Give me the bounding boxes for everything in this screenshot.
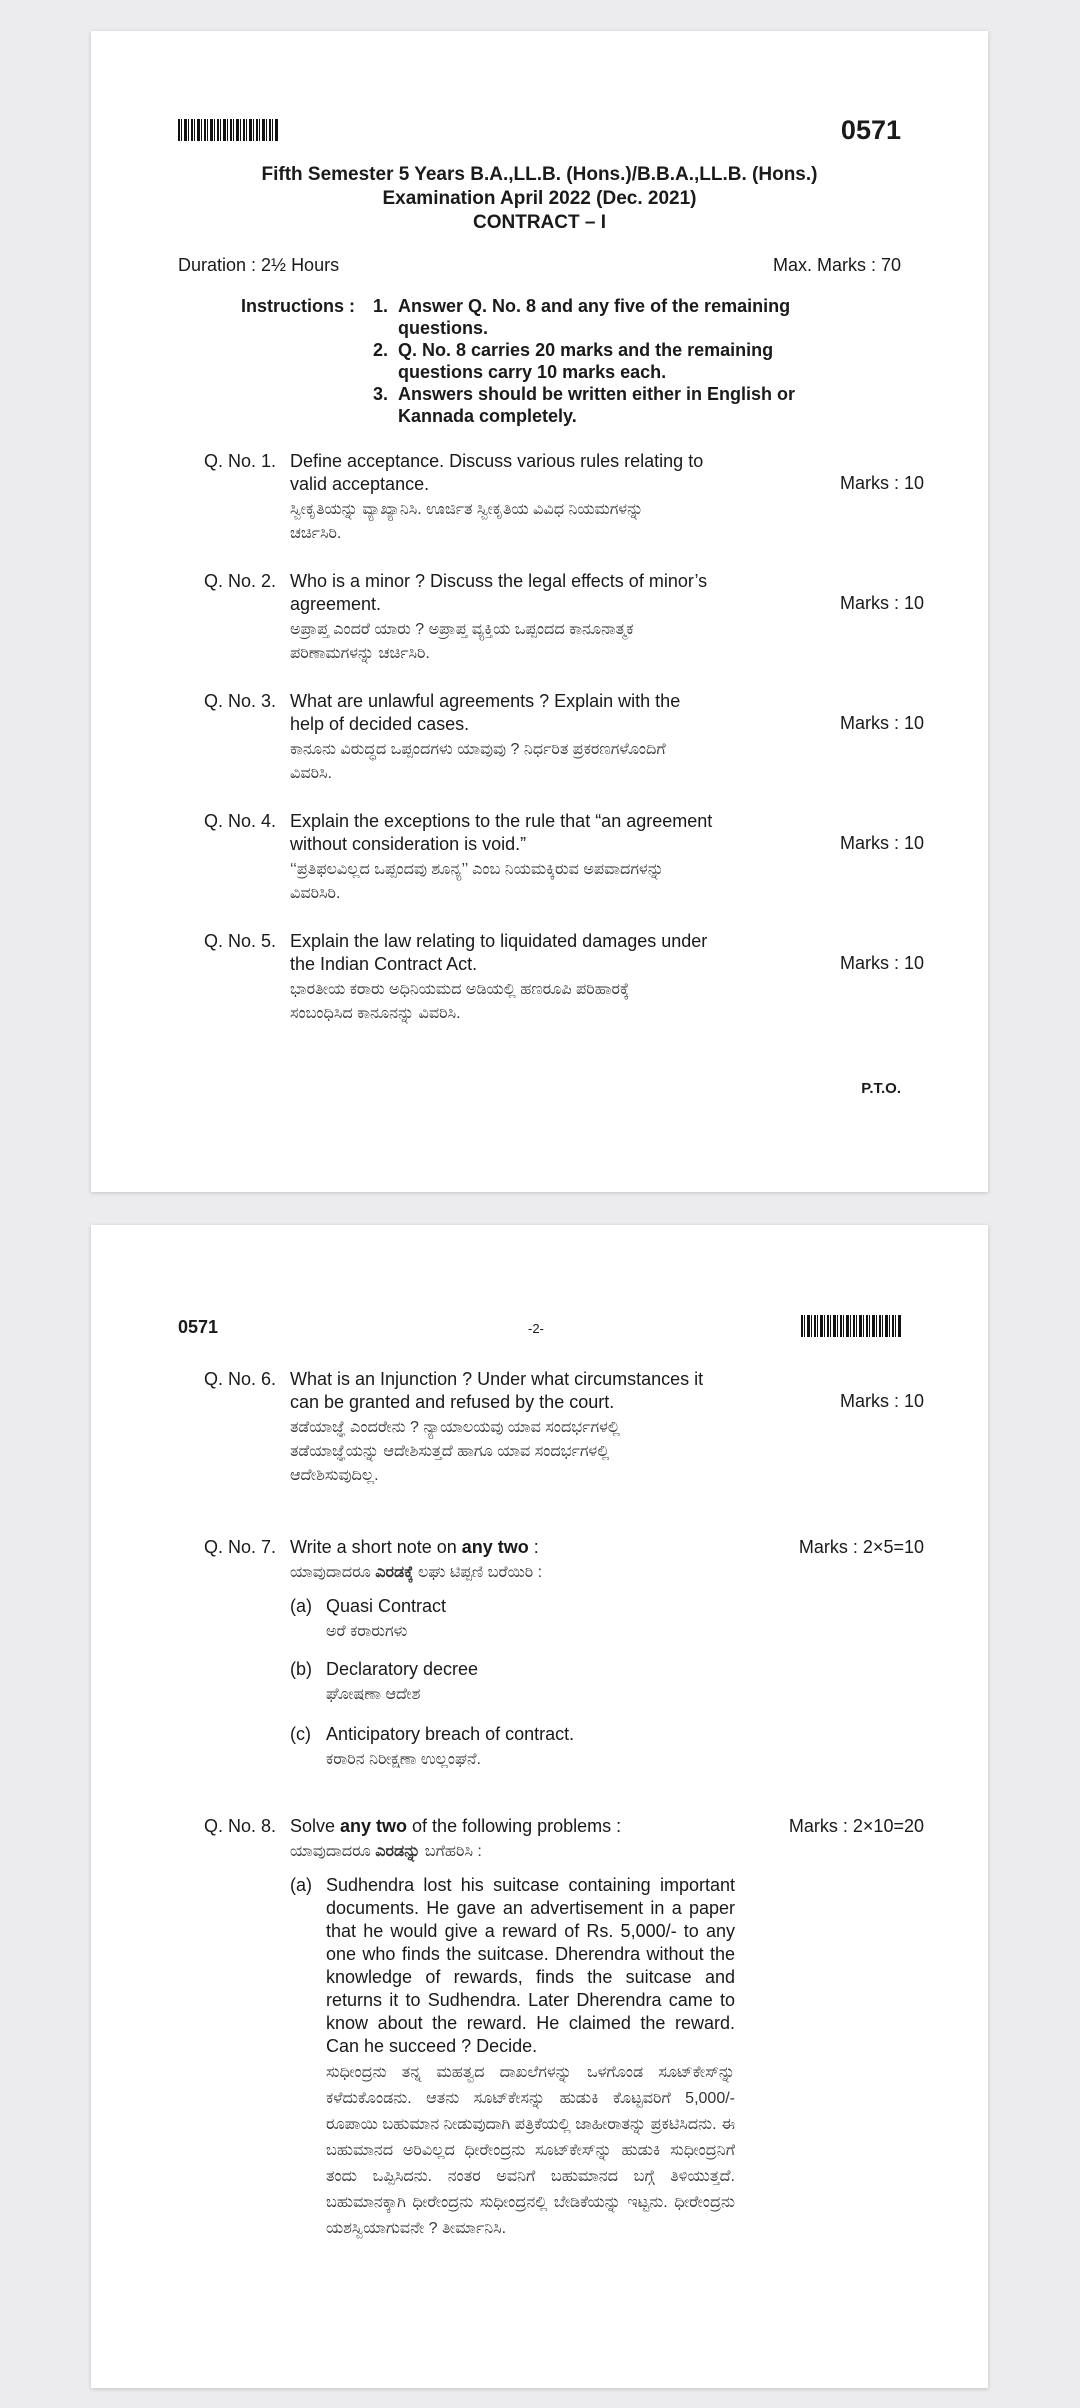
paper-code: 0571 [178,1317,219,1337]
instructions-list [373,295,813,427]
exam-page-2 [91,1225,988,2388]
question-text: without consideration is void.” [290,834,527,854]
max-marks: Max. Marks : 70 [772,255,901,275]
question-text-kannada: ಭಾರತೀಯ ಕರಾರು ಅಧಿನಿಯಮದ ಅಡಿಯಲ್ಲಿ ಹಣರೂಪಿ ಪರಿಹಾರಕ್ಕೆ [290,981,630,998]
instruction-item: 3. Answers should be written either in English or Kannada completely. [373,384,796,426]
question-marks: Marks : 10 [839,713,924,733]
question-text: agreement. [290,594,382,614]
question-number: Q. No. 4. [204,811,277,831]
question-text: valid acceptance. [290,474,430,494]
question-text-kannada: ವಿವರಿಸಿರಿ. [290,885,341,902]
subject-title: CONTRACT – I [473,212,606,233]
problem-text: Sudhendra lost his suitcase containing important documents. He gave an advertisement in a paper that he would give a reward of Rs. 5,000/- to any one who finds the suitcase. Dherendra without the knowledge of rewards, finds the suitcase and returns it to Sudhendra. Later Dherendra came to know about the reward. He claimed the reward. Can he succeed ? Decide. [326,1875,735,2056]
question-text-kannada: ಯಾವುದಾದರೂ ಎರಡಕ್ಕೆ ಲಘು ಟಿಪ್ಪಣಿ ಬರೆಯಿರಿ : [290,1564,543,1581]
question-text-kannada: ಚರ್ಚಿಸಿರಿ. [290,525,342,542]
question-marks: Marks : 2×5=10 [798,1537,924,1557]
exam-session: Examination April 2022 (Dec. 2021) [382,188,697,209]
question-text: Write a short note on any two : [290,1537,539,1557]
question-text: Explain the exceptions to the rule that “an agreement [290,811,713,831]
instruction-item: 1. Answer Q. No. 8 and any five of the remaining questions. [373,296,791,338]
exam-title: Fifth Semester 5 Years B.A.,LL.B. (Hons.)/B.B.A.,LL.B. (Hons.) [261,164,818,185]
question-number: Q. No. 7. [204,1537,277,1557]
question-text: What are unlawful agreements ? Explain with the [290,691,681,711]
sub-question-c: (c) Anticipatory breach of contract. ಕರಾರಿನ ನಿರೀಕ್ಷಣಾ ಉಲ್ಲಂಘನೆ. [290,1724,575,1768]
question-number: Q. No. 5. [204,931,277,951]
question-number: Q. No. 3. [204,691,277,711]
question-text-kannada: ತಡೆಯಾಜ್ಞೆಯನ್ನು ಆದೇಶಿಸುತ್ತದೆ ಹಾಗೂ ಯಾವ ಸಂದರ್ಭಗಳಲ್ಲಿ [290,1443,610,1460]
question-text-kannada: ಸಂಬಂಧಿಸಿದ ಕಾನೂನನ್ನು ವಿವರಿಸಿ. [290,1005,461,1022]
question-text: Who is a minor ? Discuss the legal effects of minor’s [290,571,708,591]
question-number: Q. No. 8. [204,1816,277,1836]
question-text-kannada: ಸ್ವೀಕೃತಿಯನ್ನು ವ್ಯಾಖ್ಯಾನಿಸಿ. ಊರ್ಜಿತ ಸ್ವೀಕೃತಿಯ ವಿವಿಧ ನಿಯಮಗಳನ್ನು [290,501,644,518]
exam-page-1 [91,31,988,1192]
question-marks: Marks : 10 [839,1391,924,1411]
question-marks: Marks : 2×10=20 [788,1816,924,1836]
barcode-icon [178,119,278,141]
question-marks: Marks : 10 [839,473,924,493]
problem-a: (a) Sudhendra lost his suitcase containing important documents. He gave an advertisement in a paper that he would give a reward of Rs. 5,000/- to any one who finds the suitcase. Dherendra without the knowledge of rewards, finds the suitcase and returns it to Sudhendra. Later Dherendra came to know about the reward. He claimed the reward. Can he succeed ? Decide. ಸುಧೀಂದ್ರನು ತನ್ನ ಮಹತ್ವದ ದಾಖಲೆಗಳನ್ನು ಒಳಗೊಂಡ ಸೂಟ್‌ಕೇಸ್‌ನ್ನು ಕಳೆದುಕೊಂಡನು. ಆತನು ಸೂಟ್‌ಕೇಸನ್ನು ಹುಡುಕಿ ಕೊಟ್ಟವರಿಗೆ 5,000/- ರೂಪಾಯಿ ಬಹುಮಾನ ನೀಡುವುದಾಗಿ ಪತ್ರಿಕೆಯಲ್ಲಿ ಜಾಹೀರಾತನ್ನು ಪ್ರಕಟಿಸಿದನು. ಈ ಬಹುಮಾನದ ಅರಿವಿಲ್ಲದ ಧೀರೇಂದ್ರನು ಸೂಟ್‌ಕೇಸ್‌ನ್ನು ಹುಡುಕಿ ಸುಧೀಂದ್ರನಿಗೆ ತಂದು ಒಪ್ಪಿಸಿದನು. ನಂತರ ಅವನಿಗೆ ಬಹುಮಾನದ ಬಗ್ಗೆ ತಿಳಿಯುತ್ತದೆ. ಬಹುಮಾನಕ್ಕಾಗಿ ಧೀರೇಂದ್ರನು ಸುಧೀಂದ್ರನಲ್ಲಿ ಬೇಡಿಕೆಯನ್ನು ಇಟ್ಟನು. ಧೀರೇಂದ್ರನು ಯಶಸ್ವಿಯಾಗುವನೇ ? ತೀರ್ಮಾನಿಸಿ. [290,1874,735,2242]
question-text-kannada: ಪರಿಣಾಮಗಳನ್ನು ಚರ್ಚಿಸಿರಿ. [290,645,430,662]
question-text-kannada: ತಡೆಯಾಜ್ಞೆ ಎಂದರೇನು ? ನ್ಯಾಯಾಲಯವು ಯಾವ ಸಂದರ್ಭಗಳಲ್ಲಿ [290,1419,620,1436]
question-text-kannada: ಅಪ್ರಾಪ್ತ ಎಂದರೆ ಯಾರು ? ಅಪ್ರಾಪ್ತ ವ್ಯಕ್ತಿಯ ಒಪ್ಪಂದದ ಕಾನೂನಾತ್ಮಕ [290,621,634,638]
instructions-label: Instructions : [241,296,356,316]
question-text: Explain the law relating to liquidated damages under [290,931,708,951]
question-text-kannada: ವಿವರಿಸಿ. [290,765,332,782]
duration: Duration : 2½ Hours [178,255,340,275]
question-text: Define acceptance. Discuss various rules relating to [290,451,704,471]
question-number: Q. No. 6. [204,1369,277,1389]
problem-text-kannada: ಸುಧೀಂದ್ರನು ತನ್ನ ಮಹತ್ವದ ದಾಖಲೆಗಳನ್ನು ಒಳಗೊಂಡ ಸೂಟ್‌ಕೇಸ್‌ನ್ನು ಕಳೆದುಕೊಂಡನು. ಆತನು ಸೂಟ್‌ಕೇಸನ್ನು ಹುಡುಕಿ ಕೊಟ್ಟವರಿಗೆ 5,000/- ರೂಪಾಯಿ ಬಹುಮಾನ ನೀಡುವುದಾಗಿ ಪತ್ರಿಕೆಯಲ್ಲಿ ಜಾಹೀರಾತನ್ನು ಪ್ರಕಟಿಸಿದನು. ಈ ಬಹುಮಾನದ ಅರಿವಿಲ್ಲದ ಧೀರೇಂದ್ರನು ಸೂಟ್‌ಕೇಸ್‌ನ್ನು ಹುಡುಕಿ ಸುಧೀಂದ್ರನಿಗೆ ತಂದು ಒಪ್ಪಿಸಿದನು. ನಂತರ ಅವನಿಗೆ ಬಹುಮಾನದ ಬಗ್ಗೆ ತಿಳಿಯುತ್ತದೆ. ಬಹುಮಾನಕ್ಕಾಗಿ ಧೀರೇಂದ್ರನು ಸುಧೀಂದ್ರನಲ್ಲಿ ಬೇಡಿಕೆಯನ್ನು ಇಟ್ಟನು. ಧೀರೇಂದ್ರನು ಯಶಸ್ವಿಯಾಗುವನೇ ? ತೀರ್ಮಾನಿಸಿ. [326,2064,735,2237]
question-marks: Marks : 10 [839,953,924,973]
question-text: Solve any two of the following problems : [290,1816,622,1836]
question-number: Q. No. 2. [204,571,277,591]
barcode-icon [801,1315,901,1337]
question-marks: Marks : 10 [839,833,924,853]
question-number: Q. No. 1. [204,451,277,471]
sub-question-b: (b) Declaratory decree ಘೋಷಣಾ ಆದೇಶ [290,1659,479,1703]
question-text: help of decided cases. [290,714,470,734]
question-text: What is an Injunction ? Under what circumstances it [290,1369,704,1389]
question-text-kannada: ಯಾವುದಾದರೂ ಎರಡನ್ನು ಬಗೆಹರಿಸಿ : [290,1843,482,1860]
question-marks: Marks : 10 [839,593,924,613]
question-text-kannada: ಆದೇಶಿಸುವುದಿಲ್ಲ. [290,1467,379,1484]
pto-label: P.T.O. [861,1080,901,1097]
sub-question-a: (a) Quasi Contract ಅರೆ ಕರಾರುಗಳು [290,1596,447,1640]
instruction-item: 2. Q. No. 8 carries 20 marks and the remaining questions carry 10 marks each. [373,340,774,382]
question-text: can be granted and refused by the court. [290,1392,615,1412]
question-text-kannada: ‘‘ಪ್ರತಿಫಲವಿಲ್ಲದ ಒಪ್ಪಂದವು ಶೂನ್ಯ’’ ಎಂಬ ನಿಯಮಕ್ಕಿರುವ ಅಪವಾದಗಳನ್ನು [290,861,664,878]
question-text-kannada: ಕಾನೂನು ವಿರುದ್ಧದ ಒಪ್ಪಂದಗಳು ಯಾವುವು ? ನಿರ್ಧರಿತ ಪ್ರಕರಣಗಳೊಂದಿಗೆ [290,741,666,758]
question-text: the Indian Contract Act. [290,954,478,974]
paper-code: 0571 [840,115,901,145]
page-number: -2- [528,1321,544,1336]
